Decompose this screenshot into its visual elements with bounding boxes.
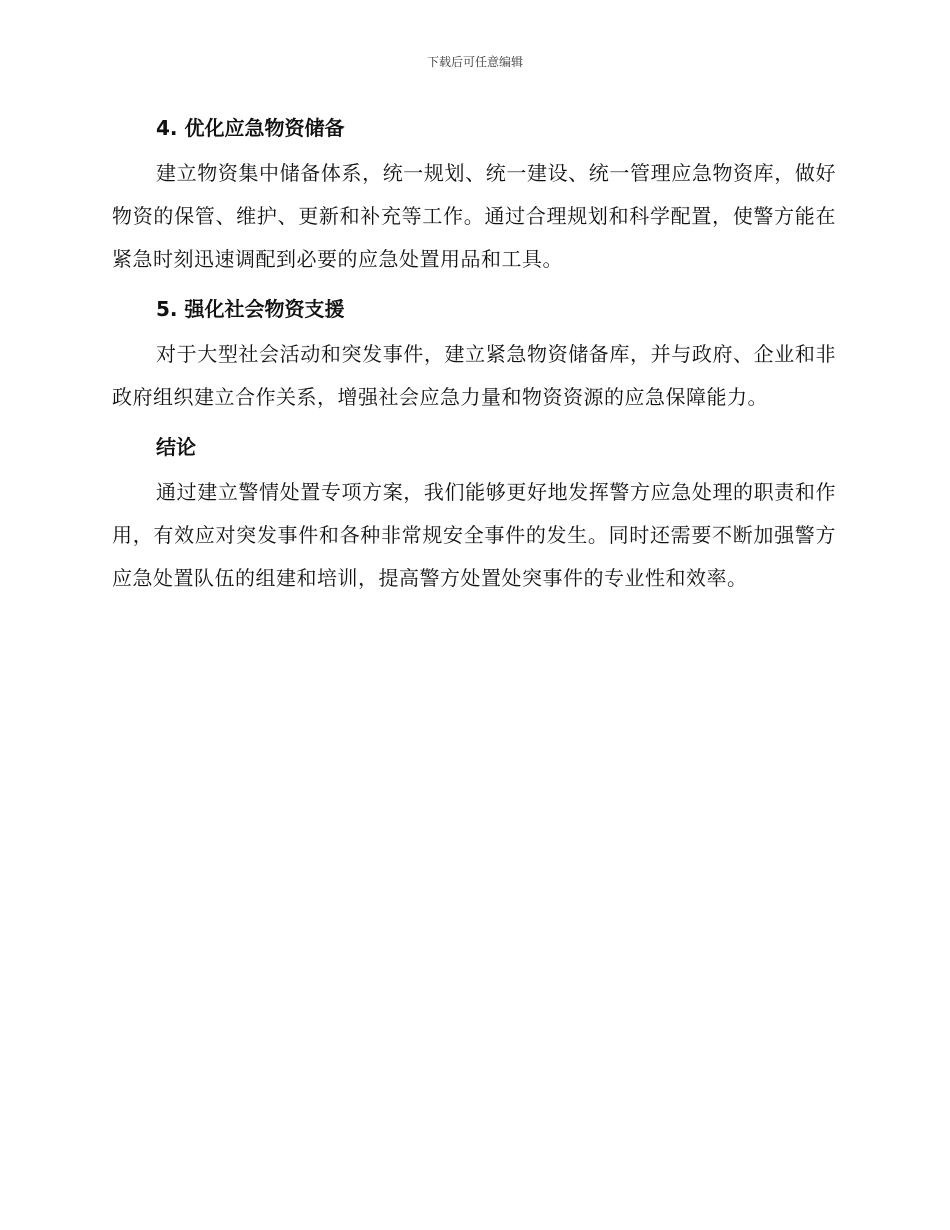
- section-paragraph: 建立物资集中储备体系，统一规划、统一建设、统一管理应急物资库，做好物资的保管、维护、更新和补充等工作。通过合理规划和科学配置，使警方能在紧急时刻迅速调配到必要的应急处置用品和工具。: [112, 161, 836, 271]
- page-header: 下载后可任意编辑: [426, 55, 523, 69]
- section-heading: 结论: [156, 435, 196, 459]
- section-heading: 4. 优化应急物资储备: [156, 116, 345, 140]
- section-conclusion: [112, 431, 836, 600]
- section-heading: 5. 强化社会物资支援: [156, 297, 345, 321]
- section-social-support: [112, 293, 836, 431]
- document-body: [112, 112, 836, 600]
- section-paragraph: 通过建立警情处置专项方案，我们能够更好地发挥警方应急处理的职责和作用，有效应对突发事件和各种非常规安全事件的发生。同时还需要不断加强警方应急处置队伍的组建和培训，提高警方处置处突事件的专业性和效率。: [112, 480, 836, 590]
- section-paragraph: 对于大型社会活动和突发事件，建立紧急物资储备库，并与政府、企业和非政府组织建立合作关系，增强社会应急力量和物资资源的应急保障能力。: [112, 342, 836, 409]
- section-optimize-reserves: [112, 112, 836, 293]
